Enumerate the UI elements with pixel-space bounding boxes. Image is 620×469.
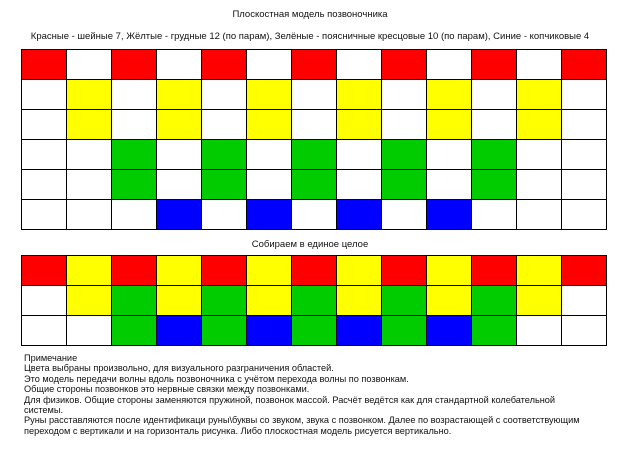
empty-cell: [157, 170, 202, 200]
yellow-thoracic-cell: [517, 256, 562, 286]
empty-cell: [517, 316, 562, 346]
red-cervical-cell: [292, 50, 337, 80]
green-lumbar-sacral-cell: [112, 286, 157, 316]
empty-cell: [562, 200, 607, 230]
yellow-thoracic-cell: [247, 80, 292, 110]
green-lumbar-sacral-cell: [202, 170, 247, 200]
green-lumbar-sacral-cell: [202, 316, 247, 346]
empty-cell: [427, 140, 472, 170]
empty-cell: [247, 50, 292, 80]
blue-coccygeal-cell: [427, 316, 472, 346]
empty-cell: [427, 50, 472, 80]
green-lumbar-sacral-cell: [112, 170, 157, 200]
empty-cell: [247, 170, 292, 200]
green-lumbar-sacral-cell: [382, 170, 427, 200]
yellow-thoracic-cell: [427, 110, 472, 140]
green-lumbar-sacral-cell: [202, 140, 247, 170]
empty-cell: [67, 316, 112, 346]
empty-cell: [112, 80, 157, 110]
green-lumbar-sacral-cell: [292, 170, 337, 200]
empty-cell: [562, 170, 607, 200]
empty-cell: [22, 286, 67, 316]
empty-cell: [202, 200, 247, 230]
red-cervical-cell: [562, 256, 607, 286]
empty-cell: [22, 110, 67, 140]
empty-cell: [517, 170, 562, 200]
yellow-thoracic-cell: [427, 286, 472, 316]
section-title-combined: Собираем в единое целое: [251, 239, 369, 250]
empty-cell: [112, 200, 157, 230]
green-lumbar-sacral-cell: [382, 140, 427, 170]
green-lumbar-sacral-cell: [112, 140, 157, 170]
empty-cell: [562, 140, 607, 170]
yellow-thoracic-cell: [67, 80, 112, 110]
green-lumbar-sacral-cell: [292, 316, 337, 346]
notes-heading: Примечание: [24, 353, 78, 363]
green-lumbar-sacral-cell: [472, 170, 517, 200]
empty-cell: [562, 110, 607, 140]
empty-cell: [337, 50, 382, 80]
red-cervical-cell: [472, 256, 517, 286]
red-cervical-cell: [22, 50, 67, 80]
notes-line: системы.: [24, 405, 64, 416]
yellow-thoracic-cell: [337, 80, 382, 110]
empty-cell: [67, 140, 112, 170]
green-lumbar-sacral-cell: [202, 286, 247, 316]
empty-cell: [517, 50, 562, 80]
yellow-thoracic-cell: [67, 286, 112, 316]
blue-coccygeal-cell: [247, 316, 292, 346]
empty-cell: [157, 140, 202, 170]
green-lumbar-sacral-cell: [382, 316, 427, 346]
green-lumbar-sacral-cell: [472, 286, 517, 316]
notes-line: Для физиков. Общие стороны заменяются пружиной, позвонок массой. Расчёт ведётся как для стандартной колебательной: [24, 394, 556, 405]
empty-cell: [247, 140, 292, 170]
empty-cell: [112, 110, 157, 140]
yellow-thoracic-cell: [337, 256, 382, 286]
notes-line: Руны расставляются после идентификаци руны\буквы со звуком, звука с позвонком. Далее по возрастающей с соответствующим: [24, 415, 580, 426]
empty-cell: [67, 170, 112, 200]
red-cervical-cell: [112, 50, 157, 80]
empty-cell: [67, 200, 112, 230]
yellow-thoracic-cell: [157, 80, 202, 110]
notes-line: Это модель передачи волны вдоль позвоночника с учётом перехода волны по позвонкам.: [24, 373, 409, 384]
yellow-thoracic-cell: [427, 256, 472, 286]
yellow-thoracic-cell: [247, 286, 292, 316]
vertebra-grid-flat-model: [21, 49, 607, 230]
yellow-thoracic-cell: [247, 256, 292, 286]
empty-cell: [292, 200, 337, 230]
blue-coccygeal-cell: [157, 200, 202, 230]
red-cervical-cell: [562, 50, 607, 80]
empty-cell: [472, 80, 517, 110]
blue-coccygeal-cell: [157, 316, 202, 346]
green-lumbar-sacral-cell: [292, 286, 337, 316]
empty-cell: [562, 316, 607, 346]
empty-cell: [22, 80, 67, 110]
green-lumbar-sacral-cell: [472, 140, 517, 170]
green-lumbar-sacral-cell: [292, 140, 337, 170]
empty-cell: [472, 110, 517, 140]
red-cervical-cell: [112, 256, 157, 286]
empty-cell: [517, 200, 562, 230]
yellow-thoracic-cell: [337, 286, 382, 316]
empty-cell: [22, 140, 67, 170]
empty-cell: [292, 110, 337, 140]
red-cervical-cell: [382, 256, 427, 286]
empty-cell: [337, 140, 382, 170]
vertebra-grid-combined: [21, 255, 607, 346]
blue-coccygeal-cell: [337, 316, 382, 346]
yellow-thoracic-cell: [157, 286, 202, 316]
empty-cell: [382, 80, 427, 110]
notes-block: [24, 353, 614, 436]
blue-coccygeal-cell: [427, 200, 472, 230]
empty-cell: [472, 200, 517, 230]
yellow-thoracic-cell: [67, 110, 112, 140]
yellow-thoracic-cell: [337, 110, 382, 140]
empty-cell: [22, 200, 67, 230]
red-cervical-cell: [202, 50, 247, 80]
red-cervical-cell: [472, 50, 517, 80]
yellow-thoracic-cell: [517, 110, 562, 140]
empty-cell: [292, 80, 337, 110]
green-lumbar-sacral-cell: [472, 316, 517, 346]
yellow-thoracic-cell: [157, 110, 202, 140]
yellow-thoracic-cell: [157, 256, 202, 286]
notes-line: Общие стороны позвонков это нервные связки между позвонками.: [24, 384, 310, 395]
yellow-thoracic-cell: [67, 256, 112, 286]
empty-cell: [157, 50, 202, 80]
empty-cell: [427, 170, 472, 200]
yellow-thoracic-cell: [517, 80, 562, 110]
red-cervical-cell: [292, 256, 337, 286]
empty-cell: [562, 80, 607, 110]
page-title: Плоскостная модель позвоночника: [232, 9, 388, 20]
notes-line: Цвета выбраны произвольно, для визуального разграничения областей.: [24, 363, 334, 374]
blue-coccygeal-cell: [247, 200, 292, 230]
red-cervical-cell: [382, 50, 427, 80]
blue-coccygeal-cell: [337, 200, 382, 230]
empty-cell: [382, 110, 427, 140]
color-legend-text: Красные - шейные 7, Жёлтые - грудные 12 (по парам), Зелёные - поясничные кресцовые 10 (по парам), Синие - копчиковые 4: [30, 31, 590, 42]
empty-cell: [382, 200, 427, 230]
yellow-thoracic-cell: [517, 286, 562, 316]
empty-cell: [202, 80, 247, 110]
empty-cell: [562, 286, 607, 316]
green-lumbar-sacral-cell: [112, 316, 157, 346]
empty-cell: [517, 140, 562, 170]
empty-cell: [337, 170, 382, 200]
empty-cell: [22, 316, 67, 346]
empty-cell: [202, 110, 247, 140]
empty-cell: [22, 170, 67, 200]
green-lumbar-sacral-cell: [382, 286, 427, 316]
red-cervical-cell: [202, 256, 247, 286]
notes-line: переходом с вертикали и на горизонталь рисунка. Либо плоскостная модель рисуется вертикально.: [24, 425, 452, 436]
yellow-thoracic-cell: [247, 110, 292, 140]
red-cervical-cell: [22, 256, 67, 286]
yellow-thoracic-cell: [427, 80, 472, 110]
empty-cell: [67, 50, 112, 80]
